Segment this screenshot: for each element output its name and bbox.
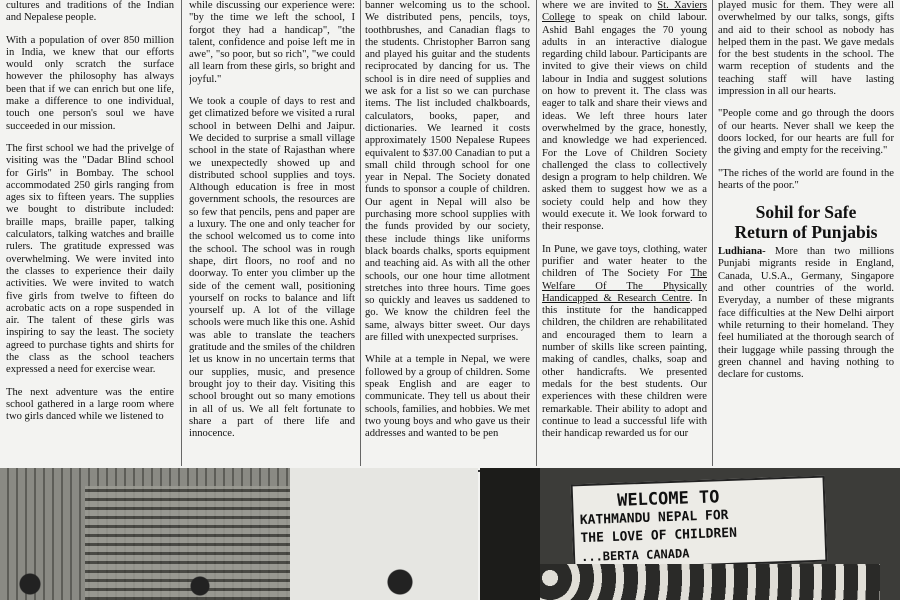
doorway-shadow bbox=[480, 468, 540, 600]
children-group bbox=[540, 564, 880, 600]
banner-line: KATHMANDU NEPAL FOR bbox=[579, 507, 729, 529]
school-building-photo bbox=[0, 468, 478, 600]
paragraph: While at a temple in Nepal, we were followed by a group of children. Some speak English and are eager to communicate. They tell us about their schools, families, and hobbies. We met two young boys and who gave us their addresses and wanted to be pen bbox=[365, 354, 530, 440]
paragraph: while discussing our experience were: "by the time we left the school, I forgot they had a handicap", "the talent, confidence and poise left me in awe", "so poor, but so rich", "we could all learn from these girls, so bright and joyful." bbox=[189, 0, 355, 85]
paragraph: The first school we had the privelge of visiting was the "Dadar Blind school for Girls" in Bombay. The school accommodated 250 girls ranging from ages six to fifteen years. The supplies we bought to distribute included: braille maps, braille paper, talking calculators, talking watches and braille rulers. The gratitude expressed was overwhelming. We were invited into the classes to experience their daily activities. We were invited to watch five girls from twelve to fifteen do acrobatic acts on a rope suspended in air. The talent of these girls was inspiring to say the least. The society agreed to purchase tights and shirts for the class as the school teachers expressed a need for exercise wear. bbox=[6, 142, 174, 376]
headline-line: Sohil for Safe bbox=[755, 202, 857, 223]
news-story bbox=[718, 246, 894, 381]
paragraph: banner welcoming us to the school. We distributed pens, pencils, toys, toothbrushes, and Canadian flags to the students. Christopher Barron sang and played his guitar and the students reciprocated by dancing for us. The school is in dire need of supplies and we ask for a list so we can purchase items. The list included chalkboards, calculators, books, paper, and dictionaries. We learned it costs approximately 1500 Nepalese Rupees equivalent to $37.00 Canadian to put a small child through school for one year in Nepal. The Society donated funds to sponsor a couple of children. Our agent in Nepal will also be purchasing more school supplies with the funds provided by our society, these include things like uniforms black boards chalks, sports equipment and teaching aid. As with all the other schools, our one hour time allotment stretches into three hours. Time goes so quickly and leaves us saddened to go. We know the children feel the same, always bitter sweet. Our days are filled with unexpected surprises. bbox=[365, 0, 530, 344]
text-run: In Pune, we gave toys, clothing, water purifier and water heater to the children of The Society For bbox=[542, 243, 707, 280]
paragraph bbox=[542, 244, 707, 441]
welcome-banner-photo bbox=[480, 468, 900, 600]
news-headline bbox=[718, 202, 894, 242]
article-column-2 bbox=[189, 0, 355, 472]
article-column-5 bbox=[718, 0, 894, 472]
dateline: Ludhiana- bbox=[718, 246, 766, 258]
banner-line: WELCOME TO bbox=[616, 487, 720, 511]
article-column-1 bbox=[6, 0, 174, 472]
paragraph: played music for them. They were all overwhelmed by our talks, songs, gifts and aid to their school as nobody has helped them in the past. We gave medals for the best students in the school. The warm reception of students and the teaching staff will have lasting impression in all our hearts. bbox=[718, 0, 894, 98]
paragraph: With a population of over 850 million in India, we knew that our efforts would only scratch the surface however the philosophy has always been that if we can enrich but one life, make a difference to one individual, touch one person's soul we have succeeded in our mission. bbox=[6, 34, 174, 132]
text-run: . In this institute for the handicapped children, the children are rehabilitated and encouraged them to learn a number of skills like screen painting, making of candles, chalks, soap and other handicrafts. We presented medals for the best students. Our experiences with these children were remarkable. Their ability to adopt and continue to lead a successful life with their handicap rewarded us for our bbox=[542, 292, 707, 440]
institute-name: The Welfare Of The Physically Handicapped & Research Centre bbox=[542, 268, 707, 304]
headline-line: Return of Punjabis bbox=[734, 222, 878, 243]
text-run: More than two millions Punjabi migrants reside in England, Canada, U.S.A., Germany, Singapore and other countries of the world. Everyday, a number of these migrants face difficulties at the New Delhi airport while returning to their homeland. They feel humiliated at the thorough search of their luggage while passing through the green channel and having nothing to declare for customs. bbox=[718, 246, 894, 381]
article-column-3 bbox=[365, 0, 530, 472]
banner-line: ...BERTA CANADA bbox=[580, 546, 690, 565]
quote: "The riches of the world are found in the hearts of the poor." bbox=[718, 167, 894, 191]
banner-line: THE LOVE OF CHILDREN bbox=[580, 525, 738, 547]
column-rule bbox=[181, 0, 182, 466]
column-rule bbox=[712, 0, 713, 466]
text-run: where we are invited to bbox=[542, 0, 658, 11]
welcome-banner bbox=[571, 476, 828, 571]
people-silhouettes bbox=[0, 564, 478, 600]
college-name: St. Xaviers College bbox=[542, 0, 707, 24]
paragraph: The next adventure was the entire school gathered in a large room where two girls danced while we listened to bbox=[6, 386, 174, 423]
paragraph bbox=[542, 0, 707, 234]
quote: "People come and go through the doors of our hearts. Never shall we keep the doors locked, for our hearts are full for the giving and empty for the receiving." bbox=[718, 108, 894, 157]
article-column-4 bbox=[542, 0, 707, 472]
text-run: to speak on child labour. Ashid Bahl engages the 70 young adults in an interactive dialogue regarding child labour. Participants are invited to give their views on child labour in India and suggest solutions on how to prevent it. The class was eager to talk and share their views and ideas. We left three hours later overwhelmed by the grace, honestly, and knowledge we had experienced. For the Love of Children Society challenged the class to collectively design a program to help children. We asked them to suggest how we as a society could help and how they would execute it. We look forward to their response. bbox=[542, 12, 707, 233]
paragraph: We took a couple of days to rest and get climatized before we visited a rural school in between Delhi and Jaipur. We decided to surprise a small village school in the state of Rajasthan where we unexpectedly showed up and distributed school supplies and toys. Although education is free in most government schools, the resources are so few that pencils, pens and paper are a luxury. The one and only teacher for the school welcomed us to come into the school. The school was in rough shape, dirt floors, no roof and no doorway. To enter you climber up the side of the cement wall, positioning yourself on rocks to balance and lift yourself up. A lot of the village schools were much like this one. Ashid was able to translate the teachers gratitude and the smiles of the children let us know in no uncertain terms that our supplies, music, and presence brought joy to their day. Visiting this school brought out so many emotions in all of us. We all felt fortunate to share a part of there life and innocence. bbox=[189, 96, 355, 440]
column-rule bbox=[536, 0, 537, 466]
paragraph: cultures and traditions of the Indian and Nepalese people. bbox=[6, 0, 174, 24]
column-rule bbox=[360, 0, 361, 466]
